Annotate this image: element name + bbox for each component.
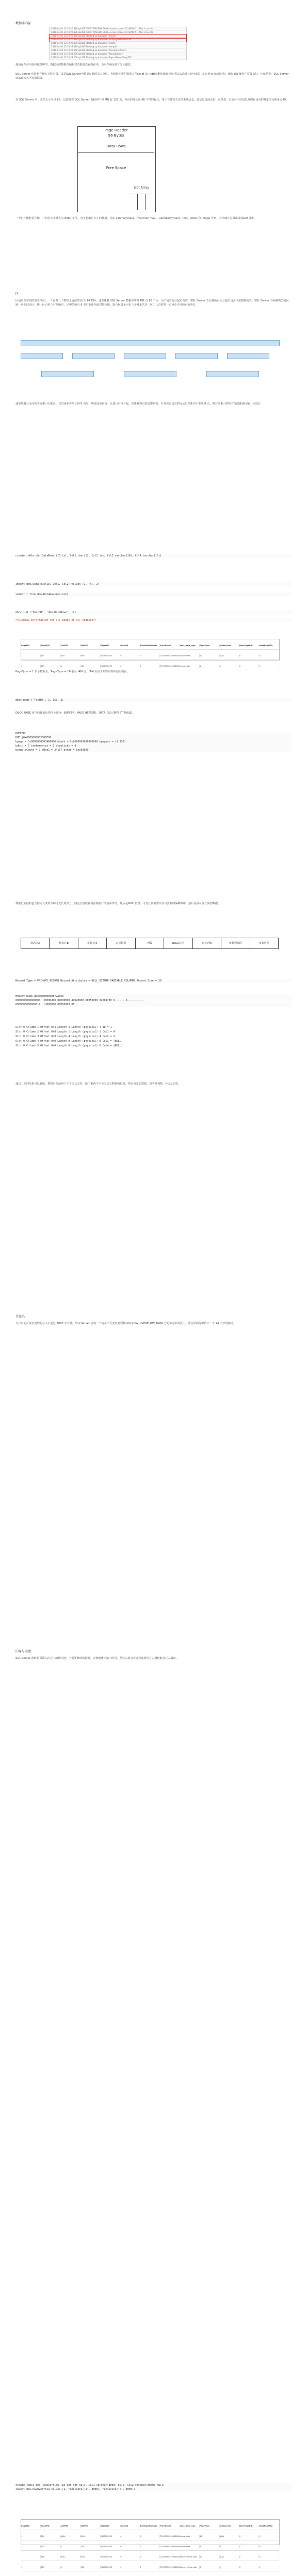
slot-line: Slot 0 Column 3 Offset 0x9 Length 4 Length (physical) 4 Col2 = 2 <box>15 1035 115 1038</box>
table-cell: 0 <box>120 654 140 657</box>
overflow-result-table <box>21 2519 280 2568</box>
table-cell: 0 <box>120 665 140 668</box>
table-cell: 0 <box>239 2555 259 2558</box>
row-structure-cell: 定长长度 <box>78 938 107 948</box>
table-cell: 72057594039828480 <box>160 2535 180 2537</box>
slot-line: Slot 0 Column 1 Offset 0x4 Length 4 Length (physical) 4 ID = 1 <box>15 1026 112 1029</box>
extents-diagram <box>21 340 279 392</box>
table-cell: 0 <box>120 2535 140 2538</box>
table-cell: 0 <box>120 2545 140 2548</box>
document-title: 数据库内存 <box>15 22 31 25</box>
table-cell: IndexID <box>120 644 140 647</box>
table-cell: 1 <box>140 2566 160 2569</box>
table-cell: 1 <box>200 2545 219 2548</box>
paragraph-11: 当行中的可变长度列的总大小超过 8060 字节时，SQL Server 会将一个或多个可变长度列移动到 ROW_OVERFLOW_DATA 分配单元中的页中，并在原始行中留下一个 24 字节的指针。 <box>15 1322 236 1325</box>
table-cell: ObjectID <box>101 644 120 647</box>
table-cell: NextPagePID <box>259 2524 279 2528</box>
table-cell: 2105058535 <box>101 665 120 668</box>
table-row <box>21 660 279 670</box>
slot-array-cells <box>130 194 153 210</box>
table-cell: Row-overflow data <box>180 2555 200 2558</box>
row-structure-cell: 列数 <box>136 938 164 948</box>
table-cell: iam_chain_type <box>180 644 200 647</box>
table-row <box>21 639 279 650</box>
table-cell: 3 <box>200 2566 219 2569</box>
table-cell: NULL <box>61 2555 80 2558</box>
table-cell: NULL <box>220 2555 239 2558</box>
table-cell: 10 <box>200 654 219 657</box>
table-cell: ObjectID <box>101 2524 120 2528</box>
table-row <box>21 2540 279 2551</box>
log-row: 2010-04-01 13:19:28.000 spid51 Starting up database 'ReportServer'. <box>50 53 186 56</box>
table-cell: 72057594039828480 <box>160 2566 180 2568</box>
table-cell: NextPageFID <box>239 2524 259 2528</box>
log-row: 2010-04-01 13:19:26.880 spid51 Starting up database 'mssqlsystemresource'. <box>50 38 186 42</box>
table-cell: NULL <box>80 2535 100 2538</box>
table-cell: NULL <box>61 2535 80 2538</box>
table-cell: 154 <box>80 2545 100 2548</box>
paragraph-1: 我是存在在内存和磁盘中的，数据库的数据存储和修改都是先在内存中，当内存满足时才写入磁盘。 <box>15 63 134 66</box>
slot-array-box: Slot Array <box>130 183 153 193</box>
row-structure-diagram <box>21 938 279 949</box>
table-cell: PagePID <box>41 644 60 647</box>
table-cell: IndexLevel <box>220 644 239 647</box>
table-cell: In-row data <box>180 654 200 657</box>
table-cell: In-row data <box>180 2545 200 2548</box>
section-row-overflow-title: 行溢出 <box>15 1315 25 1318</box>
table-cell: IAMFID <box>61 2524 80 2528</box>
row-structure-cell: 变长数据 <box>258 942 269 945</box>
table-cell: 2105058535 <box>101 2555 120 2558</box>
table-cell: 1 <box>61 2545 80 2548</box>
table-cell: 0 <box>259 2535 279 2538</box>
table-cell: NULL <box>80 654 100 657</box>
table-cell: 72057594039828480 <box>160 665 180 667</box>
table-cell: 0 <box>239 2566 259 2569</box>
table-cell: 1 <box>61 665 80 668</box>
table-cell: 0 <box>120 2555 140 2558</box>
paragraph-3: 在 SQL Server 中，页的大小为 8 KB。这意味着 SQL Server 数据库中每 MB 有 128 页。每页的开头是 96 字节的标头，用于存储有关页的系统信息。此信息包括页码、页类型、页的可用空间以及拥有该页的对象的分配单元 ID。 <box>15 98 289 101</box>
table-cell: 0 <box>220 2566 239 2569</box>
table-cell: 0 <box>220 2545 239 2548</box>
table-cell: 1 <box>21 2535 41 2538</box>
table-cell: 0 <box>239 665 259 668</box>
log-row: 2010-04-01 13:19:28.150 spid51 Starting up database 'ReportServerTempDB'. <box>50 56 186 60</box>
table-cell: 0 <box>239 2545 259 2548</box>
paragraph-5: 区是管理空间的基本单位。一个区是八个物理上连续的页(即 64 KB)。这意味着 SQL Server 数据库中每 MB 有 16 个区。为了使空间分配更有效，SQL Server 不会将所有区分配给包含少量数据的表。SQL Server 有两种类型的区：统一区和混合区。统一区由单个对象所有，区中的所有 8 页只能由所属对象使用。混合区最多可由八个对象共享，区中八页的每一页可由不同的对象所有。 <box>15 299 292 307</box>
table-cell: 72057594039828480 <box>160 2546 180 2548</box>
table-cell: 2105058535 <box>101 2566 120 2569</box>
log-row: 2010-04-01 13:19:26.880 spid51 DBCC TRACEON 3604, server process ID (SPID) 51. This is an info <box>50 27 186 31</box>
table-cell: 1 <box>21 654 41 657</box>
table-cell: 156 <box>41 2555 60 2558</box>
paragraph-10: 通过上面的结果可以看出，数据行的前两个字节为状态位，接下来两个字节为定长数据的长度，然后是定长数据，接着是列数、NULL位图。 <box>15 1082 181 1086</box>
table-cell: 1 <box>21 2545 41 2548</box>
table-cell: 0 <box>259 2555 279 2558</box>
table-cell: 10 <box>200 2535 219 2538</box>
table-cell: PartitionNumber <box>140 644 160 647</box>
table-cell: 1 <box>140 2545 160 2548</box>
log-row: 2010-04-01 13:19:26.880 spid51 DBCC TRACEON 3605, server process ID (SPID) 51. This is an info <box>50 31 186 35</box>
log-row: 2010-04-01 13:19:27.280 spid51 Starting up database 'tempdb'. <box>50 45 186 49</box>
table-cell: PageType <box>200 644 219 647</box>
table-row <box>21 2530 279 2540</box>
table-cell: 154 <box>80 665 100 668</box>
table-cell: 2105058535 <box>101 2545 120 2548</box>
paragraph-8: DBCC PAGE 命令的输出包括四个部分：BUFFER、PAGE HEADER、DATA 以及 OFFSET TABLE。 <box>15 711 135 715</box>
table-cell: 0 <box>259 654 279 657</box>
table-cell: PageFID <box>21 2524 41 2528</box>
row-structure-cell: NULL位图 <box>164 938 192 948</box>
table-cell: 2105058535 <box>101 654 120 657</box>
table-cell: IndexID <box>120 2524 140 2528</box>
table-cell: 0 <box>259 2566 279 2569</box>
paragraph-2: SQL Server 的数据存储方式称为页，页是SQL Server中数据存储的基本单位。为数据库中的数据文件(.mdf 或 .ndf)分配的磁盘空间可以从逻辑上划分成页(从 0 到 n 连续编号)。磁盘 I/O 操作在页级执行。也就是说，SQL Server 读取或写入所有数据页。 <box>15 73 289 80</box>
paragraph-7: PageType = 1 表示数据页，PageType = 10 表示 IAM 页。IAM 页用于跟踪对象所使用的区。 <box>15 670 130 673</box>
sql-dbcc-ind: dbcc ind ('TestDB', 'dbo.DataRows', -1) <box>15 611 292 615</box>
section-memory-title: 内存与磁盘 <box>15 1650 31 1653</box>
sql-comment: /*Display information for all pages of all indexes*/ <box>15 618 292 622</box>
table-cell: NULL <box>220 654 239 657</box>
table-cell: PartitionID <box>160 644 180 647</box>
table-row <box>21 2520 279 2530</box>
table-cell: 155 <box>41 2566 60 2569</box>
row-structure-cell: 状态位B <box>50 938 78 948</box>
memory-dump: Memory Dump @0x000000000E72A060 0000000000000000: 30000d00 01000000 41020000 00050000 02001700 0.......A........... 0000000000000014: 1d000000 00000000 00 ......... <box>15 994 292 1007</box>
row-structure-cell: 变长列数 <box>193 938 221 948</box>
table-cell: 153 <box>41 2545 60 2548</box>
table-cell: 72057594039828480 <box>160 655 180 657</box>
table-cell: In-row data <box>180 2535 200 2538</box>
table-cell: 153 <box>41 665 60 668</box>
table-cell: 1 <box>140 2555 160 2558</box>
slot-lines <box>15 1025 292 1048</box>
page-structure-diagram <box>77 126 156 212</box>
log-row: 2010-04-01 13:19:27.170 spid51 Starting up database 'model'. <box>50 42 186 45</box>
table-cell: NextPageFID <box>239 644 259 647</box>
table-cell: iam_chain_type <box>180 2524 200 2528</box>
log-screenshot <box>49 27 187 60</box>
page-header-box: Page Header 96 Bytes <box>78 127 154 141</box>
table-cell: 1 <box>140 654 160 657</box>
table-row <box>21 650 279 660</box>
section-extents-title: 区 <box>15 292 19 296</box>
table-cell: PageFID <box>21 644 41 647</box>
free-space-box: Free Space <box>78 158 154 178</box>
table-cell: 0 <box>220 665 239 668</box>
table-cell: IndexLevel <box>220 2524 239 2528</box>
table-row <box>21 2551 279 2561</box>
slot-line: Slot 0 Column 5 Offset 0x0 Length 0 Length (physical) 0 Col4 = [NULL] <box>15 1044 123 1047</box>
table-cell: NextPagePID <box>259 644 279 647</box>
sql-row-overflow: create table dbo.RowOverflow (ID int not null, Col1 varchar(8000) null, Col2 varchar(8000) null) insert dbo.RowOverflow values (1, replicate('a', 8000), replicate('b', 8000)) <box>15 2483 292 2492</box>
sql-insert: insert dbo.DataRows(ID, Col1, Col2) values (1, 'A', 2) <box>15 582 292 586</box>
dbcc-ind-result-table <box>21 639 280 667</box>
log-row: 2010-04-01 13:19:27.660 spid51 Starting up database 'AdventureWorks'. <box>50 49 186 53</box>
table-cell: IAMPID <box>80 2524 100 2528</box>
table-cell: Row-overflow data <box>180 2566 200 2569</box>
data-rows-box: Data Rows <box>78 140 154 153</box>
table-cell: 0 <box>120 2566 140 2569</box>
table-cell: 0 <box>239 654 259 657</box>
table-row <box>21 2561 279 2571</box>
table-cell: IAMPID <box>80 644 100 647</box>
table-cell: PartitionNumber <box>140 2524 160 2528</box>
table-cell: 156 <box>80 2566 100 2569</box>
table-cell: 10 <box>200 2555 219 2558</box>
table-cell: 1 <box>21 2555 41 2558</box>
table-cell: PagePID <box>41 2524 60 2528</box>
row-structure-cell: 变长列偏移 <box>221 938 250 948</box>
table-cell: In-row data <box>180 665 200 668</box>
paragraph-6: 通常从混合区向新表或索引分配页。当表或索引增长到 8 页时，将变成使用统一区进行后续分配。如果对现有表创建索引，并且该表包含的行足以在索引中生成 8 页，则对该索引的所有分配都使用统一区进行。 <box>15 402 264 405</box>
table-cell: 0 <box>259 665 279 668</box>
paragraph-9: 数据行的结构包含固定长度部分和可变长度部分。固定长度数据列存储在行的前面部分，随后是NULL位图、可变长度列数以及可变列的偏移数组，最后存放可变长度列数据。 <box>15 902 221 905</box>
table-cell: 154 <box>41 2535 60 2538</box>
table-cell: 2105058535 <box>101 2535 120 2538</box>
table-cell: 72057594039828480 <box>160 2556 180 2558</box>
table-cell: 0 <box>239 2535 259 2538</box>
table-cell: PageType <box>200 2524 219 2528</box>
table-cell: 1 <box>140 665 160 668</box>
table-cell: PartitionID <box>160 2524 180 2528</box>
table-cell: 0 <box>259 2545 279 2548</box>
slot-line: Slot 0 Column 4 Offset 0x0 Length 0 Length (physical) 0 Col3 = [NULL] <box>15 1040 123 1043</box>
table-cell: 1 <box>200 665 219 668</box>
table-cell: 154 <box>41 654 60 657</box>
table-cell: 1 <box>21 2566 41 2569</box>
table-cell: NULL <box>61 654 80 657</box>
slot-line: Slot 0 Column 2 Offset 0x8 Length 1 Length (physical) 1 Col1 = A <box>15 1030 115 1033</box>
buffer-output: BUFFER: BUF @0x0000000083D8BE80 bpage = 0x0000000083A60000 bhash = 0x0000000000000000 bpageno = (1:153) bdbid = 5 breferences = 0 bcputicks = 0 bsampleCount = 0 bUse1 = 24157 bstat = 0xc00009 <box>15 732 292 752</box>
table-cell: 1 <box>61 2566 80 2569</box>
record-attributes: Record Type = PRIMARY_RECORD Record Attributes = NULL_BITMAP VARIABLE_COLUMNS Record Size = 29 <box>15 979 292 983</box>
table-cell: NULL <box>220 2535 239 2538</box>
table-cell: 1 <box>140 2535 160 2538</box>
sql-create-table: create table dbo.DataRows (ID int, Col1 char(1), Col2 int, Col3 varchar(10), Col4 varchar(10)) <box>15 554 292 558</box>
sql-select: select * from dbo.DataRows(nolock) <box>15 592 292 597</box>
table-cell: NULL <box>80 2555 100 2558</box>
row-structure-cell: 状态位A <box>21 938 50 948</box>
row-structure-cell: 定长数据 <box>107 938 135 948</box>
sql-dbcc-page: dbcc page ('TestDB', 1, 153, 3) <box>15 698 292 702</box>
table-cell: 1 <box>21 665 41 668</box>
log-row: 2010-04-01 13:19:26.880 spid51 Starting up database 'master'. <box>50 35 186 38</box>
paragraph-12: SQL Server 将数据页读入内存中的缓冲池，当需要修改数据时，先修改缓冲池中的页，然后由检查点进程或延迟写入器将脏页写入磁盘。 <box>15 1657 179 1660</box>
table-cell: IAMFID <box>61 644 80 647</box>
paragraph-4: 一个行不能跨页存储，一行的大小最大为 8060 字节。对于超出行大小的数据，比如 varchar(max)、nvarchar(max)、varbinary(max)、text、ntext 和 image 等列，会存储在行溢出页或LOB页中。 <box>15 217 257 220</box>
